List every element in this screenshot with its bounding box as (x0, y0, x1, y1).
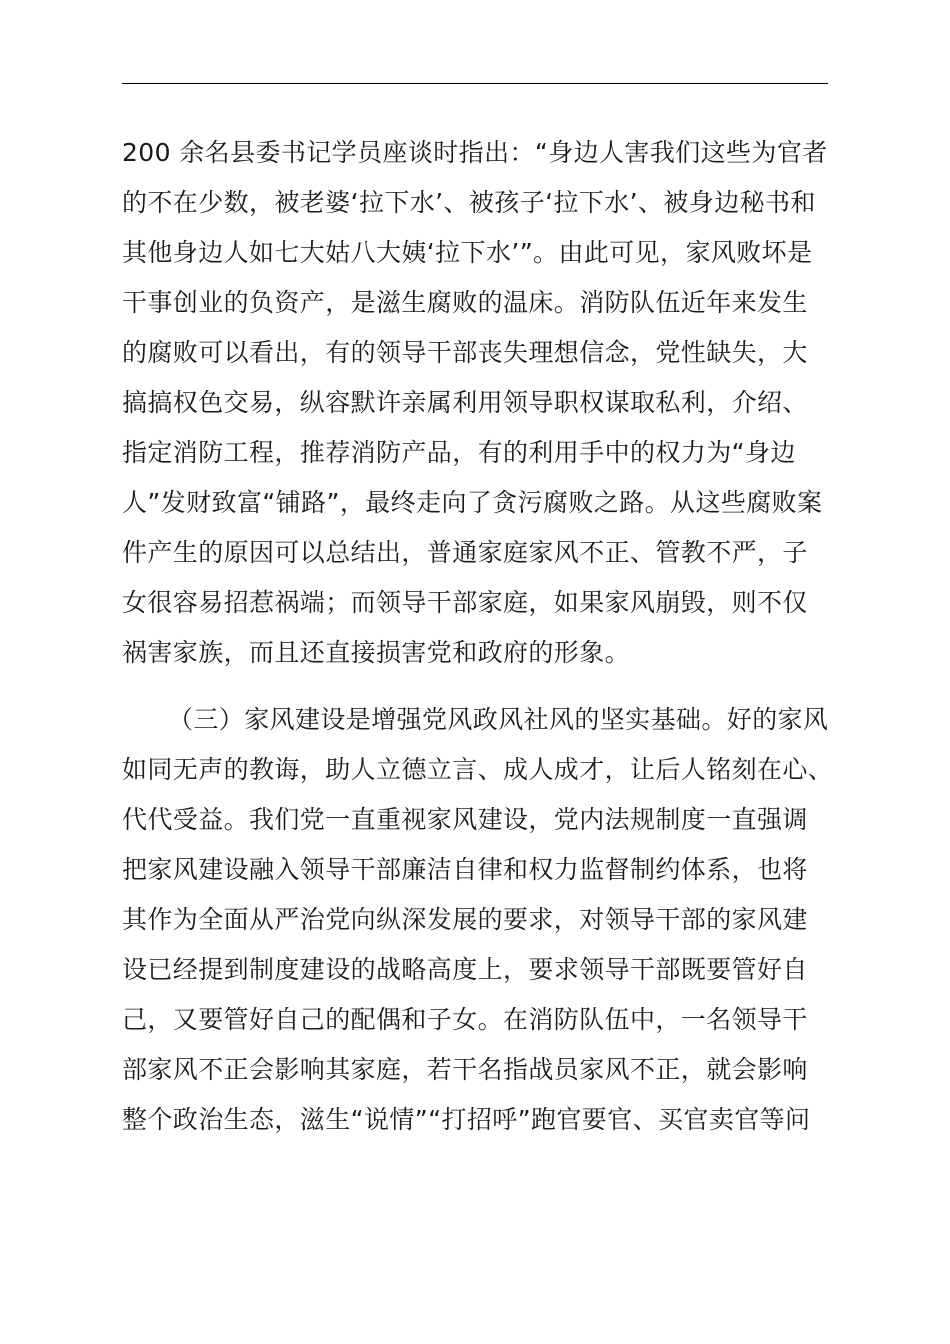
text-line: 代代受益。我们党一直重视家风建设，党内法规制度一直强调 (122, 805, 808, 834)
text-line: 人”发财致富“铺路”，最终走向了贪污腐败之路。从这些腐败案 (122, 488, 823, 517)
header-rule (122, 83, 828, 84)
text-line: 的不在少数，被老婆‘拉下水’、被孩子‘拉下水’、被身边秘书和 (122, 188, 816, 217)
text-line-first: （三）家风建设是增强党风政风社风的坚实基础。好的家风 (168, 705, 829, 734)
text-line: 部家风不正会影响其家庭，若干名指战员家风不正，就会影响 (122, 1055, 808, 1084)
text-line: 干事创业的负资产，是滋生腐败的温床。消防队伍近年来发生 (122, 288, 808, 317)
text-line: 如同无声的教诲，助人立德立言、成人成才，让后人铭刻在心、 (122, 755, 834, 784)
text-line: 祸害家族，而且还直接损害党和政府的形象。 (122, 638, 631, 667)
text-line: 指定消防工程，推荐消防产品，有的利用手中的权力为“身边 (122, 438, 796, 467)
paragraph-spacer (122, 678, 842, 695)
text-line: 把家风建设融入领导干部廉洁自律和权力监督制约体系，也将 (122, 855, 808, 884)
text-line: 己，又要管好自己的配偶和子女。在消防队伍中，一名领导干 (122, 1005, 808, 1034)
text-line: 的腐败可以看出，有的领导干部丧失理想信念，党性缺失，大 (122, 338, 808, 367)
text-line: 其作为全面从严治党向纵深发展的要求，对领导干部的家风建 (122, 905, 808, 934)
paragraph-2 (122, 695, 842, 1145)
text-line: 200 余名县委书记学员座谈时指出：“身边人害我们这些为官者 (122, 138, 828, 167)
text-line: 搞搞权色交易，纵容默许亲属利用领导职权谋取私利，介绍、 (122, 388, 808, 417)
text-line: 设已经提到制度建设的战略高度上，要求领导干部既要管好自 (122, 955, 808, 984)
text-line: 女很容易招惹祸端；而领导干部家庭，如果家风崩毁，则不仅 (122, 588, 808, 617)
text-line: 件产生的原因可以总结出，普通家庭家风不正、管教不严，子 (122, 538, 808, 567)
paragraph-1 (122, 128, 842, 678)
text-line: 其他身边人如七大姑八大姨‘拉下水’”。由此可见，家风败坏是 (122, 238, 813, 267)
document-body (122, 128, 842, 1145)
text-line: 整个政治生态，滋生“说情”“打招呼”跑官要官、买官卖官等问 (122, 1105, 811, 1134)
